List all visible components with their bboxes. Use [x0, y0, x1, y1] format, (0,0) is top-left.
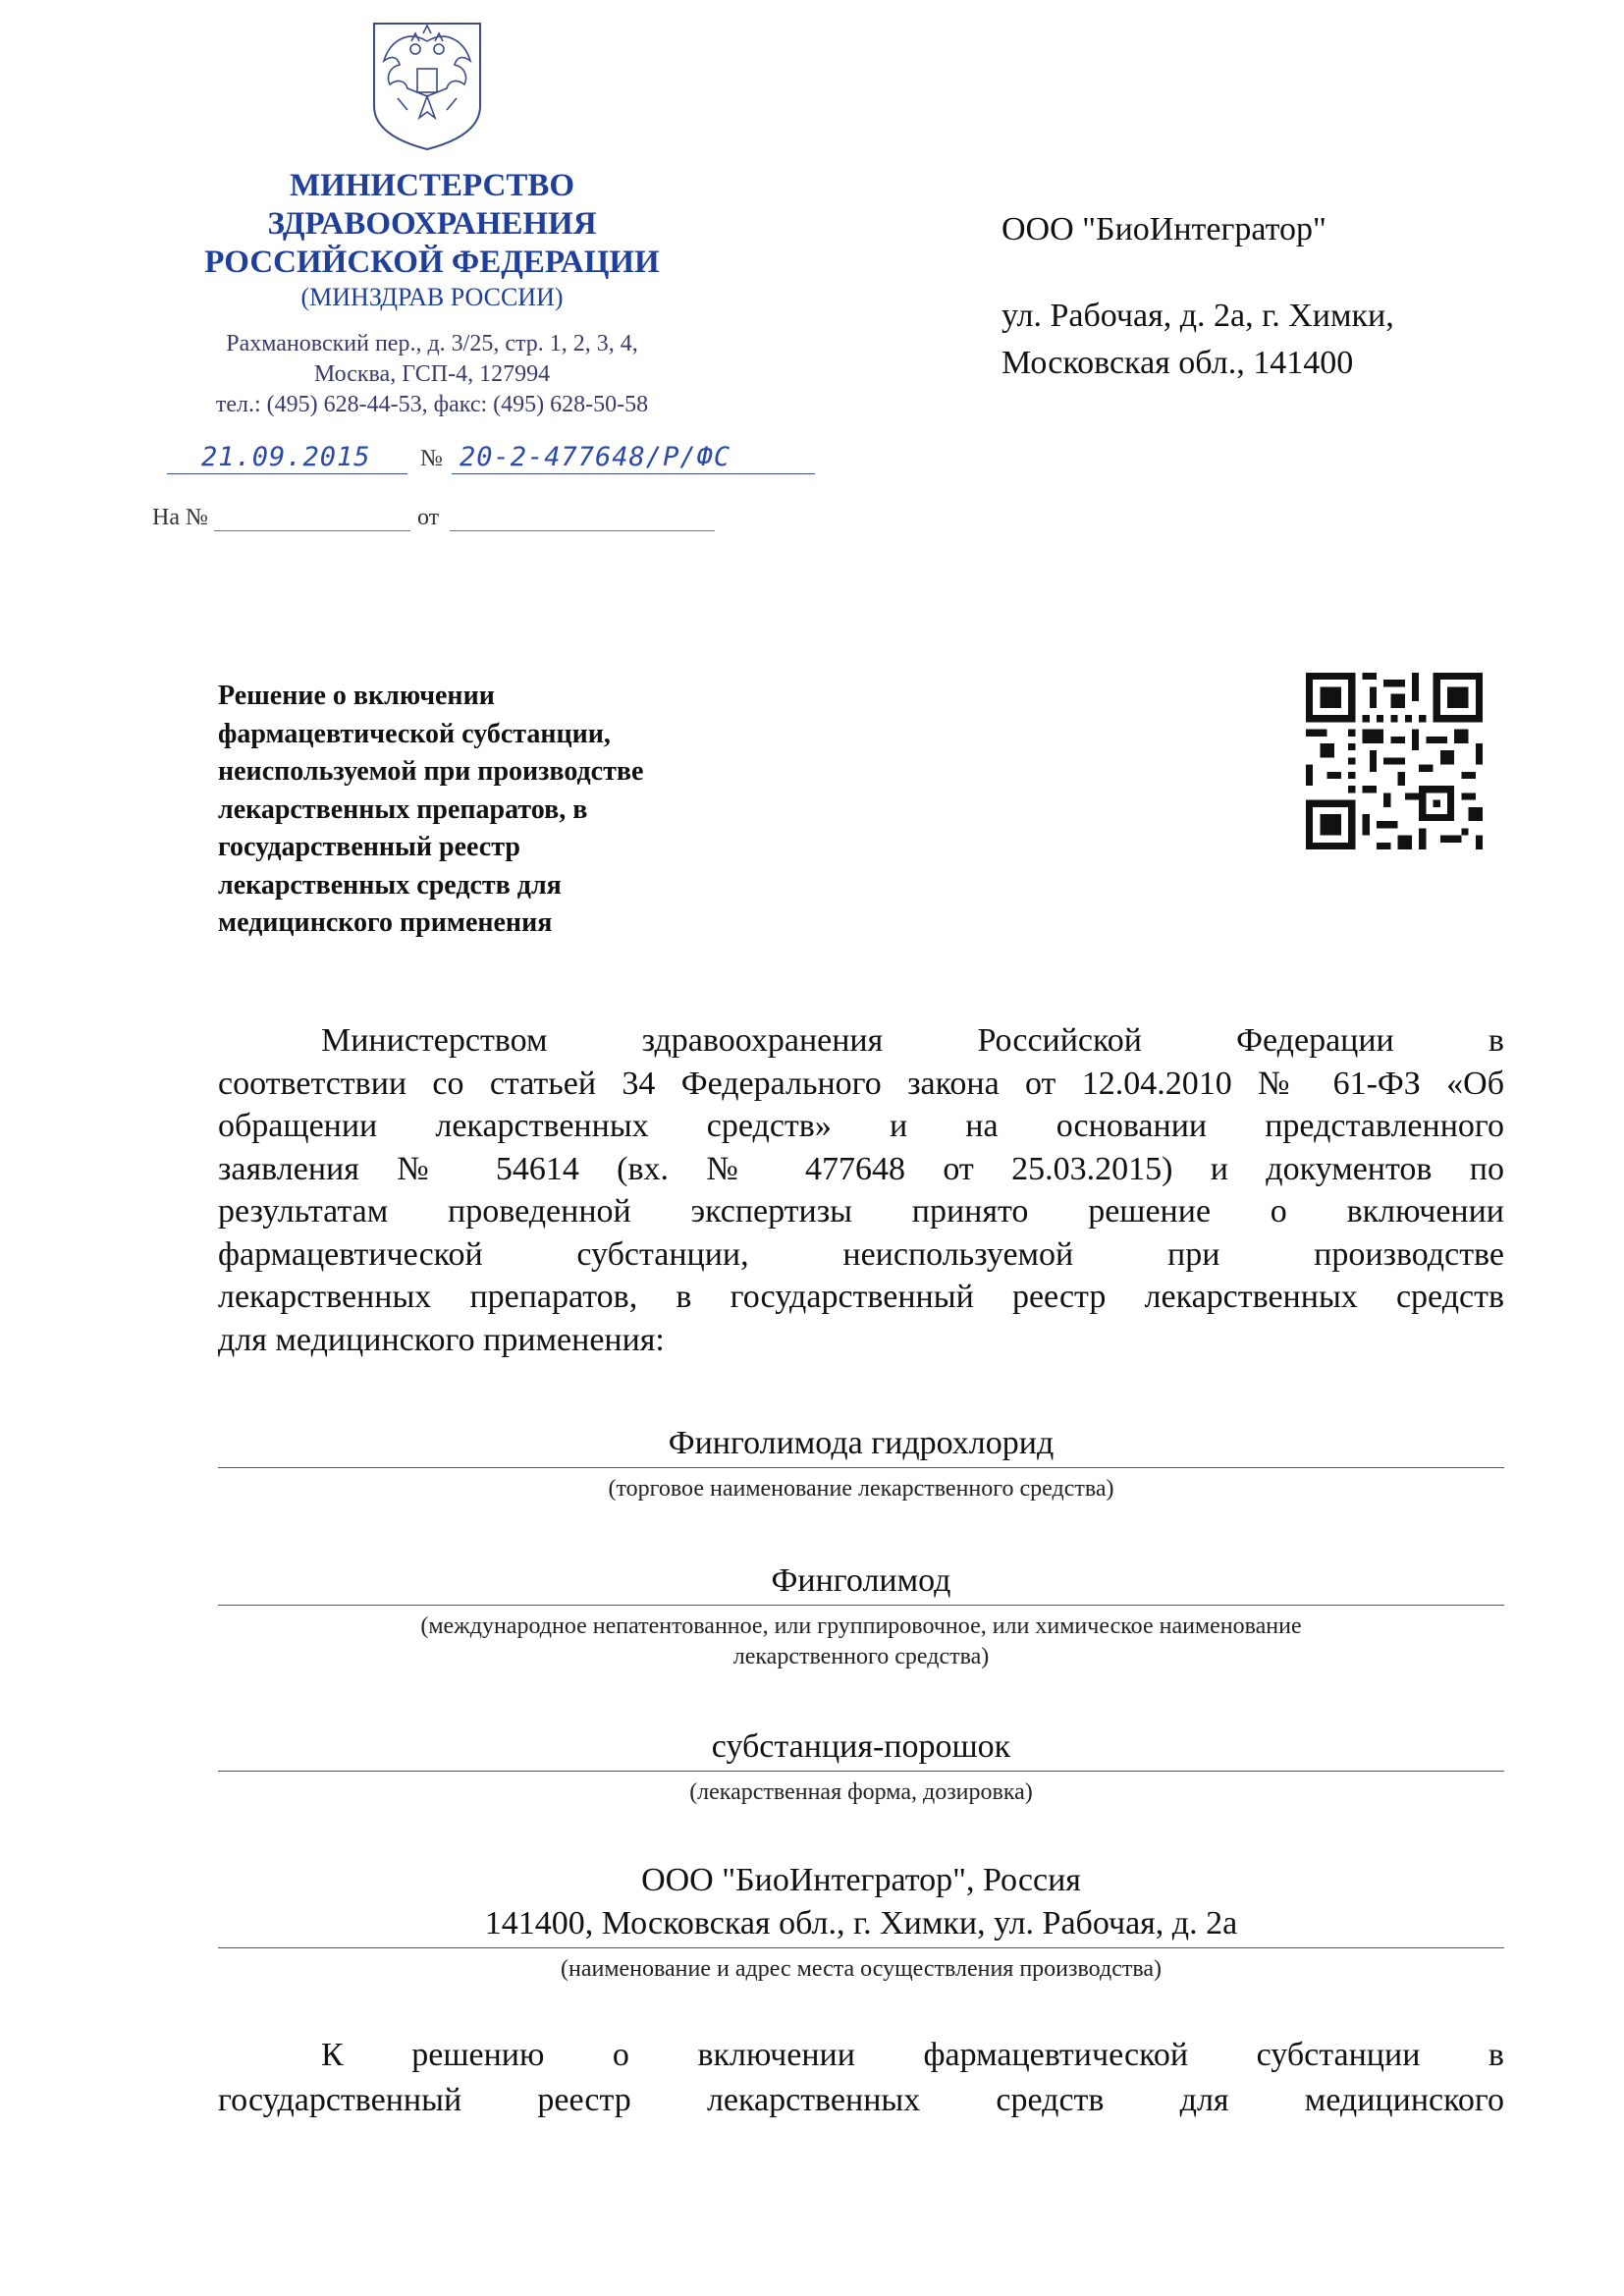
dosage-form-caption: (лекарственная форма, дозировка) — [689, 1779, 1033, 1805]
ministry-name-line-2: ЗДРАВООХРАНЕНИЯ — [267, 206, 597, 242]
body-line: соответствии со статьей 34 Федерального закона от 12.04.2010 № 61-ФЗ «Об — [218, 1065, 1504, 1102]
subject-line: медицинского применения — [218, 907, 553, 938]
body-line: заявления № 54614 (вх. № 477648 от 25.03.2015) и документов по — [218, 1150, 1504, 1187]
inn-caption-line-1: (международное непатентованное, или группировочное, или химическое наименование — [420, 1613, 1302, 1639]
ministry-name-line-1: МИНИСТЕРСТВО — [289, 168, 575, 203]
coat-of-arms-icon — [368, 20, 486, 152]
ministry-address-line-1: Рахмановский пер., д. 3/25, стр. 1, 2, 3, 4, — [226, 331, 638, 356]
trade-name-value: Финголимода гидрохлорид — [668, 1425, 1055, 1461]
dosage-form-field — [218, 1725, 1504, 1808]
ministry-address-line-2: Москва, ГСП-4, 127994 — [313, 361, 551, 387]
subject-line: лекарственных средств для — [218, 869, 562, 901]
closing-line: К решению о включении фармацевтической субстанции в — [321, 2037, 1504, 2073]
dosage-form-value: субстанция-порошок — [711, 1728, 1011, 1765]
body-line: Министерством здравоохранения Российской Федерации в — [321, 1022, 1504, 1059]
body-line: лекарственных препаратов, в государственный реестр лекарственных средств — [218, 1279, 1504, 1315]
body-line: результатам проведенной экспертизы принято решение о включении — [218, 1193, 1504, 1230]
subject — [218, 678, 768, 943]
manufacturer-field — [218, 1859, 1504, 1985]
manufacturer-address: 141400, Московская обл., г. Химки, ул. Рабочая, д. 2а — [484, 1905, 1238, 1941]
ministry-short-name: (МИНЗДРАВ РОССИИ) — [300, 283, 564, 311]
incoming-number-label: На № — [152, 505, 208, 530]
inn-value: Финголимод — [771, 1562, 951, 1599]
decision-paragraph — [218, 1019, 1504, 1361]
qr-code-icon — [1306, 673, 1483, 849]
manufacturer-name: ООО "БиоИнтегратор", Россия — [641, 1862, 1081, 1898]
subject-line: Решение о включении — [218, 681, 495, 711]
ministry-address — [157, 329, 707, 420]
outgoing-date: 21.09.2015 — [201, 442, 371, 472]
recipient-address-line-1: ул. Рабочая, д. 2а, г. Химки, — [1001, 298, 1394, 334]
incoming-reference — [147, 501, 736, 540]
subject-line: неиспользуемой при производстве — [218, 756, 644, 787]
incoming-number-line — [214, 530, 410, 531]
incoming-from-label: от — [417, 505, 440, 530]
inn-caption-line-2: лекарственного средства) — [732, 1644, 990, 1669]
outgoing-reference — [147, 440, 835, 479]
outgoing-number-label: № — [420, 446, 443, 471]
body-line: фармацевтической субстанции, неиспользуемой при производстве — [218, 1235, 1504, 1273]
body-line: для медицинского применения: — [218, 1321, 665, 1358]
subject-line: фармацевтической субстанции, — [218, 718, 611, 749]
subject-line: лекарственных препаратов, в — [218, 793, 588, 825]
incoming-date-line — [450, 530, 715, 531]
trade-name-caption: (торговое наименование лекарственного средства) — [608, 1476, 1114, 1502]
ministry-address-line-3: тел.: (495) 628-44-53, факс: (495) 628-50-58 — [215, 392, 649, 417]
ministry-name-line-3: РОССИЙСКОЙ ФЕДЕРАЦИИ — [204, 245, 660, 280]
subject-line: государственный реестр — [218, 832, 520, 862]
body-line: обращении лекарственных средств» и на основании представленного — [218, 1108, 1504, 1144]
manufacturer-caption: (наименование и адрес места осуществления производства) — [561, 1956, 1162, 1982]
trade-name-field — [218, 1422, 1504, 1504]
closing-line: государственный реестр лекарственных средств для медицинского — [218, 2082, 1504, 2118]
recipient-name: ООО "БиоИнтегратор" — [1001, 211, 1326, 247]
recipient-block — [1001, 206, 1394, 387]
outgoing-number: 20-2-477648/Р/ФС — [460, 442, 731, 472]
recipient-address-line-2: Московская обл., 141400 — [1001, 345, 1354, 381]
ministry-name — [157, 167, 707, 282]
inn-field — [218, 1559, 1504, 1672]
closing-paragraph — [218, 2033, 1504, 2123]
